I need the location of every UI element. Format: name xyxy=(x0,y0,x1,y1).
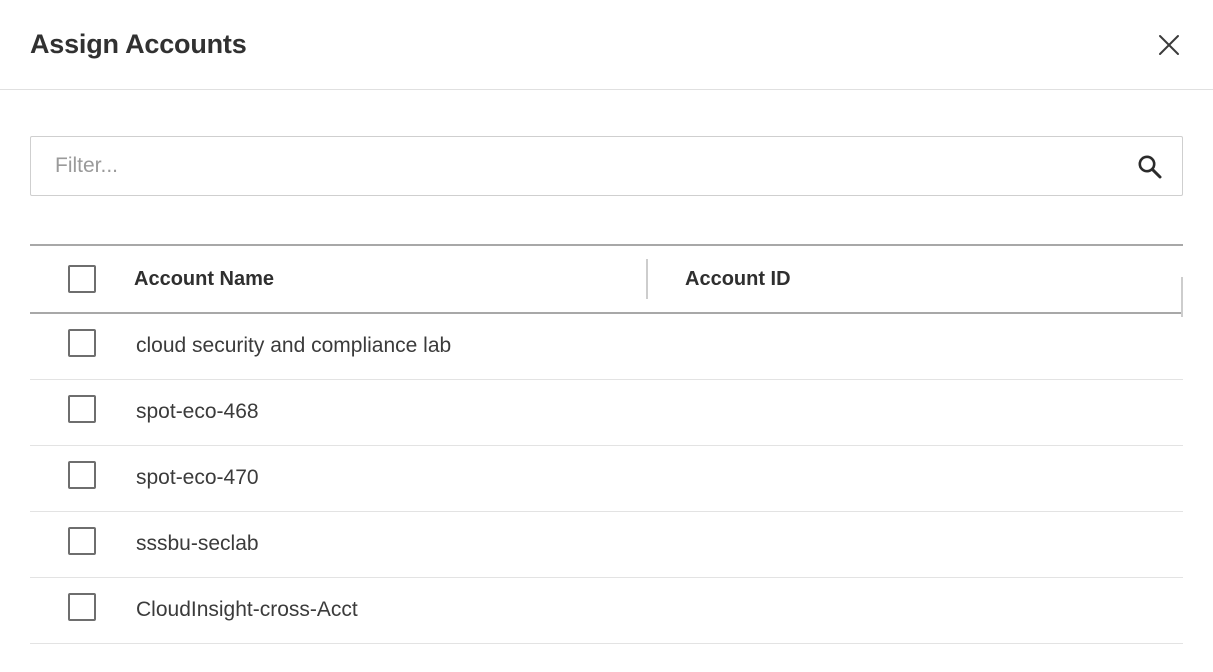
column-header-account-id-label: Account ID xyxy=(685,267,791,290)
table-body xyxy=(30,313,1183,643)
column-header-account-name[interactable] xyxy=(134,245,646,313)
row-account-name-cell xyxy=(134,445,646,511)
row-checkbox-cell xyxy=(30,313,134,379)
table-row[interactable] xyxy=(30,379,1183,445)
row-checkbox[interactable] xyxy=(68,527,96,555)
account-name: cloud security and compliance lab xyxy=(136,334,452,358)
column-header-account-name-label: Account Name xyxy=(134,267,275,290)
accounts-table-wrapper xyxy=(30,244,1183,644)
select-all-header xyxy=(30,245,134,313)
table-row[interactable] xyxy=(30,577,1183,643)
row-account-id-cell xyxy=(646,379,1183,445)
select-all-checkbox[interactable] xyxy=(68,265,96,293)
row-account-name-cell xyxy=(134,379,646,445)
row-account-id-cell xyxy=(646,511,1183,577)
row-account-id-cell xyxy=(646,577,1183,643)
close-icon xyxy=(1156,32,1182,58)
table-row[interactable] xyxy=(30,445,1183,511)
table-row[interactable] xyxy=(30,511,1183,577)
search-icon[interactable] xyxy=(1134,151,1164,181)
search-input[interactable] xyxy=(53,153,1134,179)
row-checkbox[interactable] xyxy=(68,593,96,621)
table-header xyxy=(30,245,1183,313)
table-row[interactable] xyxy=(30,313,1183,379)
row-account-name-cell xyxy=(134,313,646,379)
row-account-id-cell xyxy=(646,313,1183,379)
dialog-body xyxy=(0,90,1213,672)
account-name: CloudInsight-cross-Acct xyxy=(136,598,358,621)
row-account-name-cell xyxy=(134,511,646,577)
row-checkbox-cell xyxy=(30,445,134,511)
filter-box[interactable] xyxy=(30,136,1183,196)
row-checkbox[interactable] xyxy=(68,395,96,423)
header-right-divider xyxy=(1181,277,1183,317)
filter-row xyxy=(30,90,1183,196)
dialog-header xyxy=(0,0,1213,90)
row-account-name-cell xyxy=(134,577,646,643)
row-checkbox-cell xyxy=(30,577,134,643)
page-title: Assign Accounts xyxy=(30,29,247,59)
row-checkbox[interactable] xyxy=(68,329,96,357)
column-header-account-id[interactable] xyxy=(646,245,1183,313)
table-header-row xyxy=(30,245,1183,313)
close-button[interactable] xyxy=(1149,25,1189,65)
row-checkbox-cell xyxy=(30,511,134,577)
row-checkbox[interactable] xyxy=(68,461,96,489)
accounts-table xyxy=(30,244,1183,644)
account-name: spot-eco-470 xyxy=(136,466,259,489)
row-account-id-cell xyxy=(646,445,1183,511)
account-name: sssbu-seclab xyxy=(136,532,259,555)
row-checkbox-cell xyxy=(30,379,134,445)
account-name: spot-eco-468 xyxy=(136,400,259,423)
